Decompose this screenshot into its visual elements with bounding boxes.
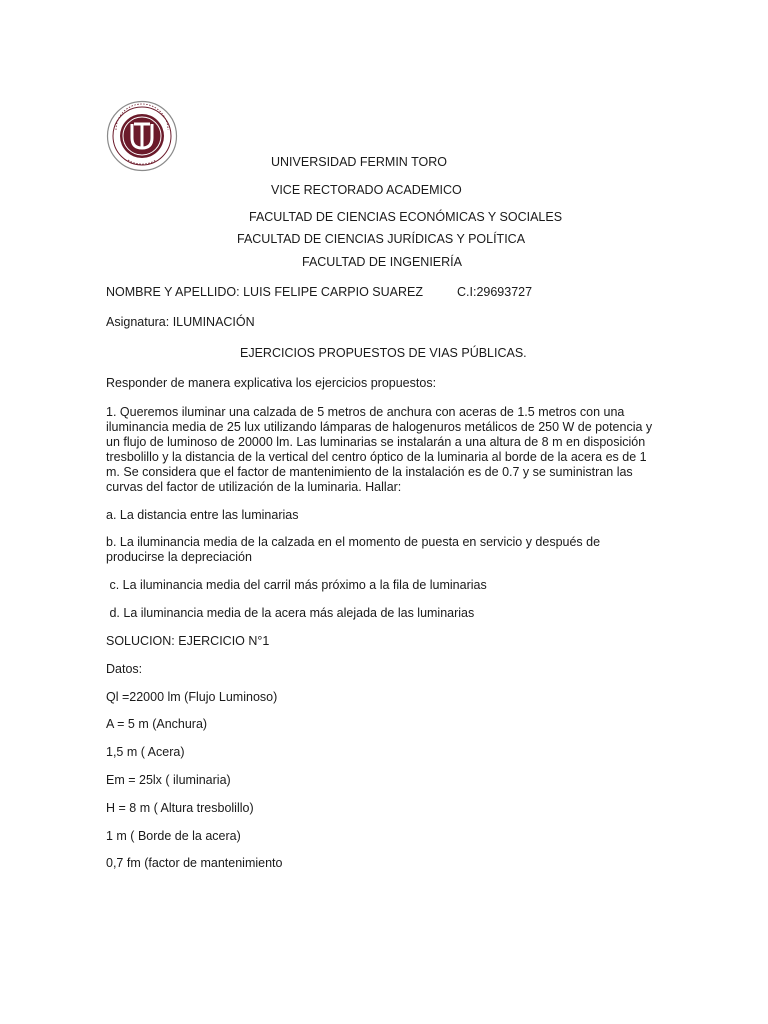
university-logo	[106, 100, 178, 172]
data-item: H = 8 m ( Altura tresbolillo)	[106, 801, 254, 815]
data-item: 1,5 m ( Acera)	[106, 745, 185, 759]
data-item: Em = 25lx ( iluminaria)	[106, 773, 231, 787]
data-item: 0,7 fm (factor de mantenimiento	[106, 856, 283, 870]
instructions: Responder de manera explicativa los ejercicios propuestos:	[106, 376, 437, 390]
problem-statement: 1. Queremos iluminar una calzada de 5 metros de anchura con aceras de 1.5 metros con una iluminancia media de 25 lux utilizando lámparas de halogenuros metálicos de 250 W de potencia y un flujo de luminoso de 20000 lm. Las luminarias se instalarán a una altura de 8 m en disposición tresbolillo y la distancia de la vertical del centro óptico de la luminaria al borde de la acera es de 1 m. Se considera que el factor de mantenimiento de la instalación es de 0.7 y se suministran las curvas del factor de utilización de la luminaria. Hallar:	[106, 405, 653, 494]
faculty-engineering: FACULTAD DE INGENIERÍA	[302, 255, 462, 269]
subject: Asignatura: ILUMINACIÓN	[106, 315, 255, 329]
faculty-economics: FACULTAD DE CIENCIAS ECONÓMICAS Y SOCIALES	[249, 210, 563, 224]
data-title: Datos:	[106, 662, 143, 676]
data-item: A = 5 m (Anchura)	[106, 717, 208, 731]
vice-rectorado: VICE RECTORADO ACADEMICO	[271, 183, 462, 197]
university-seal-icon	[106, 100, 178, 172]
solution-title: SOLUCION: EJERCICIO N°1	[106, 634, 270, 648]
student-name: NOMBRE Y APELLIDO: LUIS FELIPE CARPIO SUAREZ	[106, 285, 423, 299]
question-c: c. La iluminancia media del carril más próximo a la fila de luminarias	[106, 578, 487, 592]
student-id: C.I:29693727	[457, 285, 533, 299]
question-b: b. La iluminancia media de la calzada en el momento de puesta en servicio y después de producirse la depreciación	[106, 535, 601, 564]
data-item: Ql =22000 lm (Flujo Luminoso)	[106, 690, 278, 704]
data-item: 1 m ( Borde de la acera)	[106, 829, 241, 843]
university-name: UNIVERSIDAD FERMIN TORO	[271, 155, 447, 169]
question-d: d. La iluminancia media de la acera más alejada de las luminarias	[106, 606, 475, 620]
question-a: a. La distancia entre las luminarias	[106, 508, 299, 522]
document-title: EJERCICIOS PROPUESTOS DE VIAS PÚBLICAS.	[240, 346, 527, 360]
faculty-law: FACULTAD DE CIENCIAS JURÍDICAS Y POLÍTICA	[237, 232, 526, 246]
